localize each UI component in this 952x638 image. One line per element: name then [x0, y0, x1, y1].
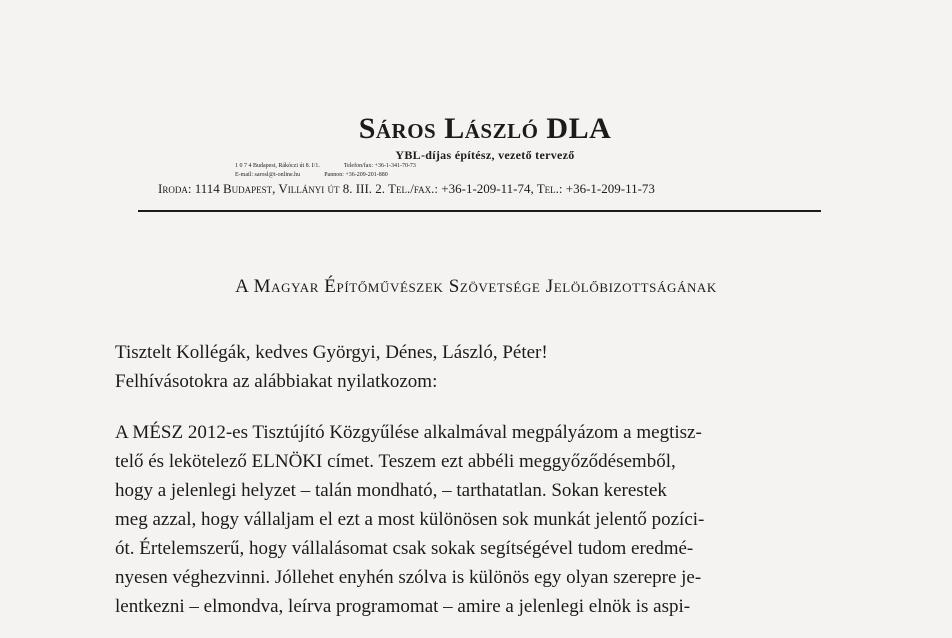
letterhead-title: YBL-díjas építész, vezető tervező	[395, 148, 575, 162]
greeting	[115, 338, 548, 396]
letterhead-divider	[138, 210, 821, 212]
body-line: A MÉSZ 2012-es Tisztújító Közgyűlése alkalmával megpályázom a megtisz-	[115, 422, 702, 443]
body-line: lentkezni – elmondva, leírva programomat – amire a jelenlegi elnök is aspi-	[115, 596, 691, 617]
letterhead-contact-row-1	[235, 162, 820, 171]
letterhead	[150, 112, 820, 197]
letter-body	[115, 418, 820, 621]
letterhead-pannon: Pannon: +36-209-201-880	[324, 172, 388, 178]
greeting-line: Tisztelt Kollégák, kedves Györgyi, Dénes, László, Péter!	[115, 342, 548, 363]
body-line: nyesen véghezvinni. Jóllehet enyhén szólva is különös egy olyan szerepre je-	[115, 567, 702, 588]
letterhead-name: Sáros László DLA	[358, 112, 612, 145]
letterhead-phone: Telefon/fax: +36-1-341-70-73	[343, 163, 416, 169]
letterhead-office: Iroda: 1114 Budapest, Villányi út 8. III. 2. Tel./fax.: +36-1-209-11-74, Tel.: +36-1-209-11-73	[158, 181, 655, 196]
body-line: hogy a jelenlegi helyzet – talán mondható, – tarthatatlan. Sokan kerestek	[115, 480, 667, 501]
letterhead-email: E-mail: sarosl@t-online.hu	[235, 172, 301, 178]
greeting-line: Felhívásotokra az alábbiakat nyilatkozom:	[115, 371, 438, 392]
letterhead-contact-row-2	[235, 171, 820, 180]
body-line: telő és lekötelező ELNÖKI címet. Teszem ezt abbéli meggyőződésemből,	[115, 451, 676, 472]
letterhead-address: 1 0 7 4 Budapest, Rákóczi út 8. I/1.	[235, 163, 320, 169]
body-line: ót. Értelemszerű, hogy vállalásomat csak sokak segítségével tudom eredmé-	[115, 538, 694, 559]
recipient-heading: A Magyar Építőművészek Szövetsége Jelölőbizottságának	[235, 276, 717, 297]
body-line: meg azzal, hogy vállaljam el ezt a most különösen sok munkát jelentő pozíci-	[115, 509, 705, 530]
